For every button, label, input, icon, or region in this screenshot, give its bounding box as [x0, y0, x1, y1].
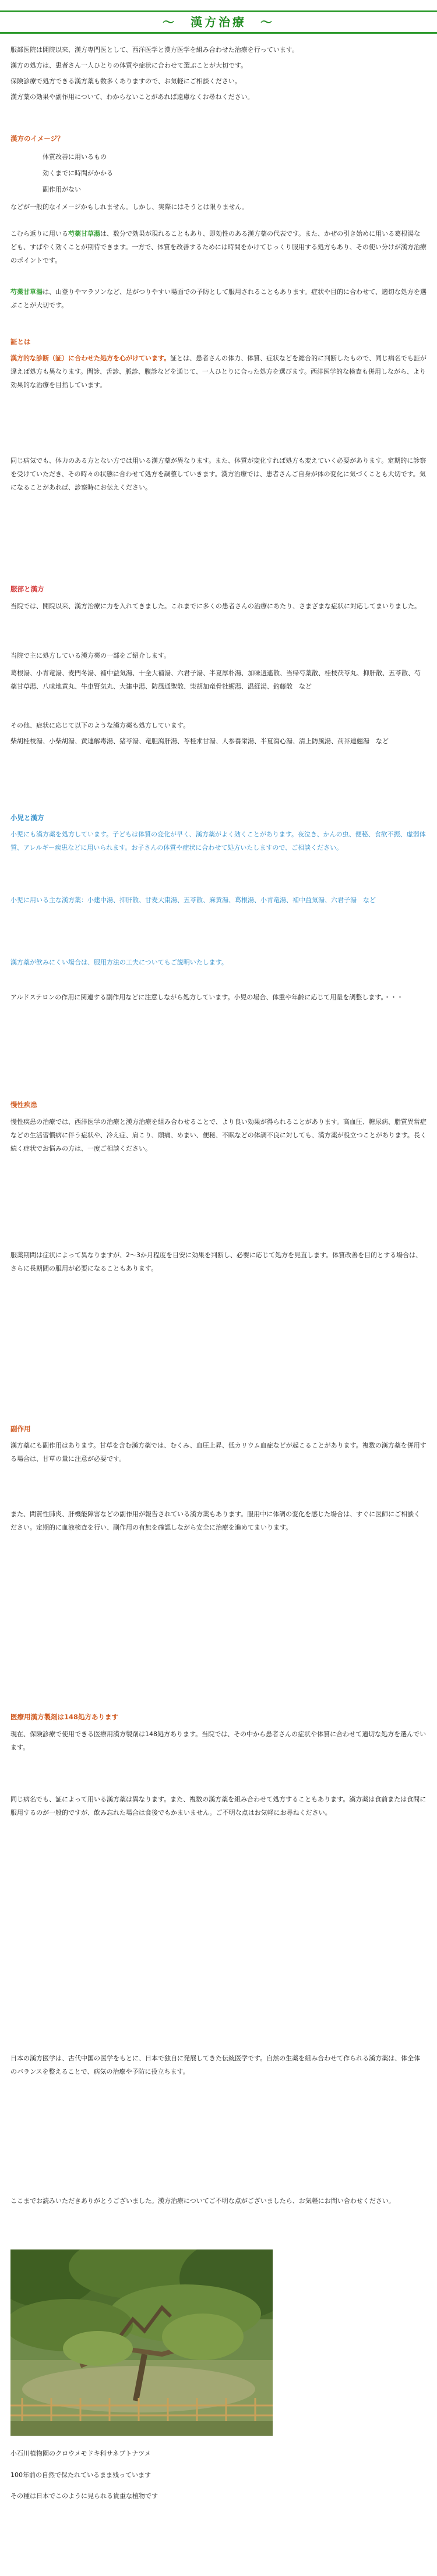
- image-item-2: 効くまでに時間がかかる: [10, 169, 113, 177]
- herb-highlight-2: 芍薬甘草湯: [10, 288, 43, 296]
- section-heading-148: 医療用漢方製剤は148処方あります: [10, 1713, 119, 1721]
- intro-line-2: 漢方の処方は、患者さん一人ひとりの体質や症状に合わせて選ぶことが大切です。: [10, 62, 248, 69]
- closing-paragraph-2: ここまでお読みいただきありがとうございました。漢方治療についてご不明な点がございましたら、お気軽にお問い合わせください。: [10, 2197, 395, 2205]
- image-item-1: 体質改善に用いるもの: [10, 153, 107, 161]
- sho-paragraph-1: [10, 352, 427, 392]
- sho-highlight: 漢方的な診断（証）に合わせた処方を心がけています。: [10, 354, 171, 362]
- intro-line-4: 漢方薬の効果や副作用について、わからないことがあれば遠慮なくお尋ねください。: [10, 93, 254, 101]
- sho-paragraph-2: 同じ病気でも、体力のある方とない方では用いる漢方薬が異なります。また、体質が変化すれば処方も変えていく必要があります。定期的に診察を受けていただき、その時々の状態に合わせて処方を調整していきます。漢方治療では、患者さんご自身が体の変化に気づくことも大切です。気になることがあれば、診察時にお伝えください。: [10, 457, 427, 491]
- prescriptions-paragraph-1: 現在、保険診療で使用できる医療用漢方製剤は148処方あります。当院では、その中から患者さんの症状や体質に合わせて適切な処方を選んでいます。: [10, 1730, 427, 1751]
- section-heading-sho: 証とは: [10, 338, 31, 346]
- sho-paragraph-1-body: 証とは、患者さんの体力、体質、症状などを総合的に判断したもので、同じ病名でも証が違えば処方も異なります。問診、舌診、脈診、腹診などを通じて、一人ひとりに合った処方を選びます。西洋医学的な検査も併用しながら、より効果的な治療を目指しています。: [10, 354, 427, 389]
- hattori-paragraph-3: 葛根湯、小青竜湯、麦門冬湯、補中益気湯、十全大補湯、六君子湯、半夏厚朴湯、加味逍遙散、当帰芍薬散、桂枝茯苓丸、抑肝散、五苓散、芍薬甘草湯、八味地黄丸、牛車腎気丸、大建中湯、防風通聖散、柴胡加竜骨牡蛎湯、温経湯、釣藤散 など: [10, 669, 421, 690]
- image-paragraph-2-lead: こむら返りに用いる: [10, 230, 68, 237]
- children-paragraph-3: 漢方薬が飲みにくい場合は、服用方法の工夫についてもご説明いたします。: [10, 959, 228, 966]
- image-paragraph-2-body: は、数分で効果が現れることもあり、即効性のある漢方薬の代表です。また、かぜの引き始めに用いる葛根湯なども、すばやく効くことが期待できます。一方で、体質を改善するためには時間をかけてじっくり服用する処方もあり、その使い分けが漢方治療のポイントです。: [10, 230, 427, 264]
- intro-line-3: 保険診療で処方できる漢方薬も数多くありますので、お気軽にご相談ください。: [10, 77, 241, 85]
- image-paragraph-3-body: は、山登りやマラソンなど、足がつりやすい場面での予防として服用されることもあります。症状や目的に合わせて、適切な処方を選ぶことが大切です。: [10, 288, 427, 309]
- page-title: 〜 漢方治療 〜: [163, 15, 274, 29]
- intro-line-1: 服部医院は開院以来、漢方専門医として、西洋医学と漢方医学を組み合わせた治療を行っています。: [10, 46, 298, 54]
- image-item-3: 副作用がない: [10, 186, 81, 193]
- closing-paragraph-1: 日本の漢方医学は、古代中国の医学をもとに、日本で独自に発展してきた伝統医学です。自然の生薬を組み合わせて作られる漢方薬は、体全体のバランスを整えることで、病気の治療や予防に役立ちます。: [10, 2055, 421, 2075]
- image-paragraph-1: などが一般的なイメージかもしれません。しかし、実際にはそうとは限りません。: [10, 203, 248, 211]
- chronic-paragraph-2: 服薬期間は症状によって異なりますが、2〜3か月程度を目安に効果を判断し、必要に応じて処方を見直します。体質改善を目的とする場合は、さらに長期間の服用が必要になることもあります。: [10, 1251, 422, 1272]
- side-effects-paragraph-2: また、間質性肺炎、肝機能障害などの副作用が報告されている漢方薬もあります。服用中に体調の変化を感じた場合は、すぐに医師にご相談ください。定期的に血液検査を行い、副作用の有無を確認しながら安全に治療を進めてまいります。: [10, 1510, 421, 1531]
- children-paragraph-1: 小児にも漢方薬を処方しています。子どもは体質の変化が早く、漢方薬がよく効くことがあります。夜泣き、かんの虫、便秘、食欲不振、虚弱体質、アレルギー疾患などに用いられます。お子さんの体質や症状に合わせて処方いたしますので、ご相談ください。: [10, 831, 426, 851]
- photo-note-1: 100年前の自然で保たれているまま残っています: [10, 2471, 151, 2479]
- side-effects-paragraph-1: 漢方薬にも副作用はあります。甘草を含む漢方薬では、むくみ、血圧上昇、低カリウム血症などが起こることがあります。複数の漢方薬を併用する場合は、甘草の量に注意が必要です。: [10, 1442, 427, 1463]
- hattori-paragraph-2: 当院で主に処方している漢方薬の一部をご紹介します。: [10, 652, 171, 659]
- prescriptions-paragraph-2: 同じ病名でも、証によって用いる漢方薬は異なります。また、複数の漢方薬を組み合わせて処方することもあります。漢方薬は食前または食間に服用するのが一般的ですが、飲み忘れた場合は食後でもかまいません。ご不明な点はお気軽にお尋ねください。: [10, 1796, 427, 1816]
- herb-highlight-1: 芍薬甘草湯: [68, 230, 100, 237]
- hattori-paragraph-5: 柴胡桂枝湯、小柴胡湯、黄連解毒湯、猪苓湯、竜胆瀉肝湯、苓桂朮甘湯、人参養栄湯、半夏瀉心湯、清上防風湯、荊芥連翹湯 など: [10, 737, 389, 745]
- botanical-garden-photo: [10, 2249, 273, 2436]
- image-paragraph-3: [10, 285, 427, 312]
- photo-note-2: その種は日本でこのように見られる貴重な植物です: [10, 2492, 158, 2500]
- section-heading-side-effects: 副作用: [10, 1425, 31, 1433]
- section-heading-hattori: 服部と漢方: [10, 585, 44, 593]
- children-paragraph-2: 小児に用いる主な漢方薬：小建中湯、抑肝散、甘麦大棗湯、五苓散、麻黄湯、葛根湯、小青竜湯、補中益気湯、六君子湯 など: [10, 896, 376, 904]
- hattori-paragraph-1: 当院では、開院以来、漢方治療に力を入れてきました。これまでに多くの患者さんの治療にあたり、さまざまな症状に対応してまいりました。: [10, 602, 421, 610]
- hattori-paragraph-4: その他、症状に応じて以下のような漢方薬も処方しています。: [10, 722, 190, 729]
- section-heading-children: 小児と漢方: [10, 814, 44, 822]
- chronic-paragraph-1: 慢性疾患の治療では、西洋医学の治療と漢方治療を組み合わせることで、より良い効果が得られることがあります。高血圧、糖尿病、脂質異常症などの生活習慣病に伴う症状や、冷え症、肩こり、頭痛、めまい、便秘、不眠などの体調不良に対しても、漢方薬が役立つことがあります。長く続く症状でお悩みの方は、一度ご相談ください。: [10, 1118, 427, 1152]
- section-heading-image: 漢方のイメージ？: [10, 134, 64, 143]
- page-title-bar: [0, 10, 437, 34]
- image-paragraph-2: [10, 227, 427, 267]
- section-heading-chronic: 慢性疾患: [10, 1101, 37, 1109]
- photo-caption: 小石川植物園のクロウメモドキ科サネブトナツメ: [10, 2450, 151, 2457]
- children-paragraph-4: アルドステロンの作用に関連する副作用などに注意しながら処方しています。小児の場合、体重や年齢に応じて用量を調整します。・・・: [10, 994, 403, 1001]
